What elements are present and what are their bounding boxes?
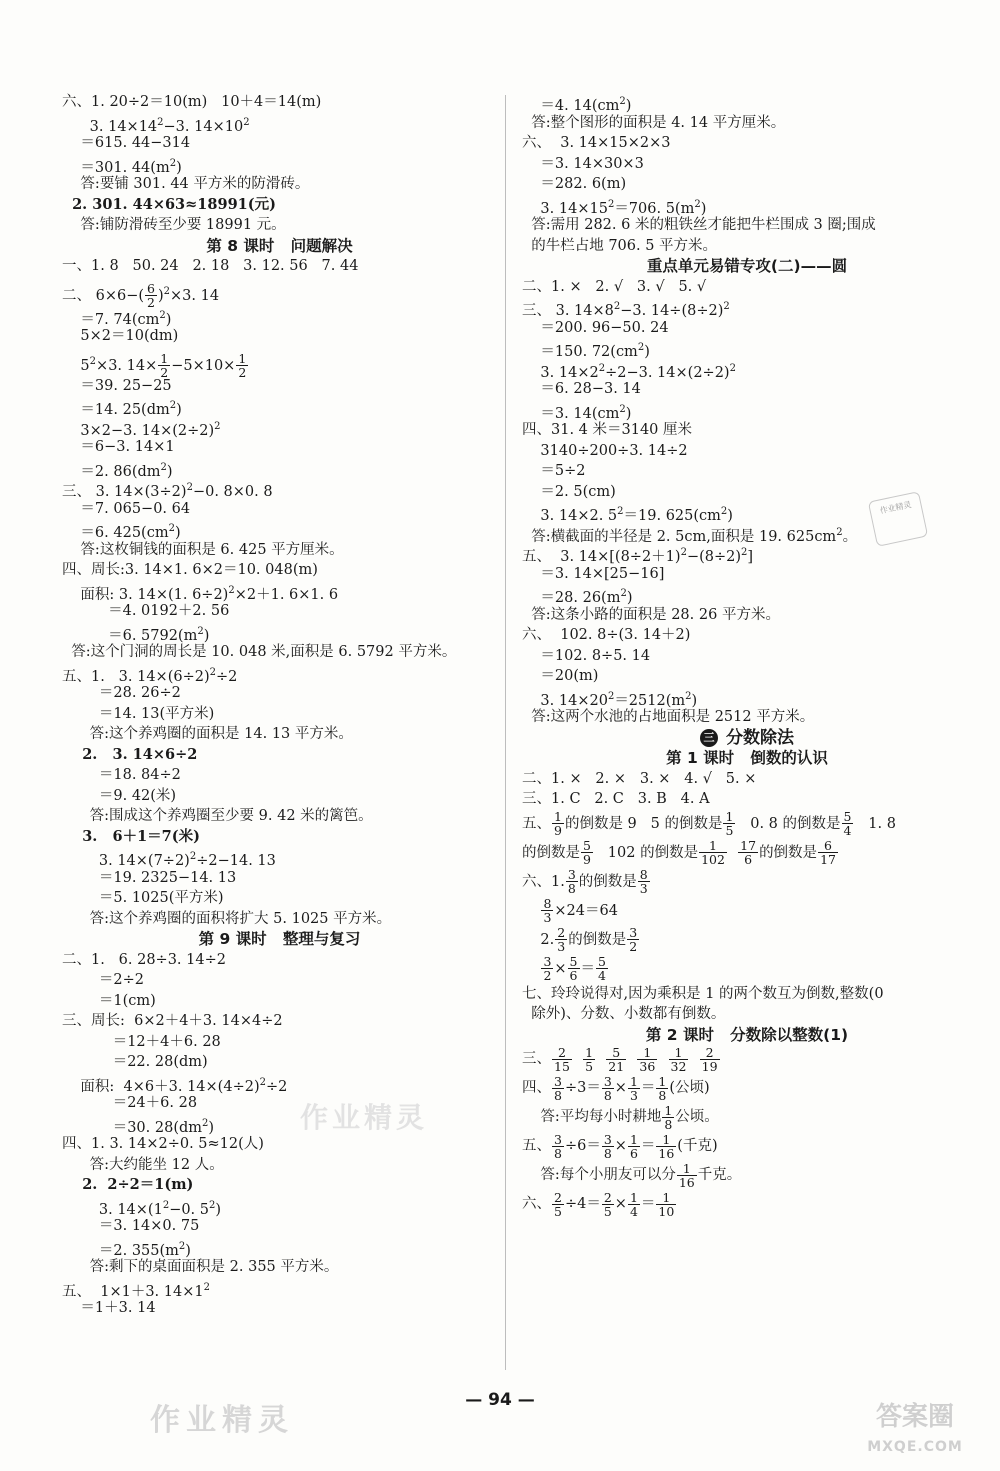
answer-line: 六、 102. 8÷(3. 14＋2) — [522, 627, 691, 643]
watermark-middle: 作业精灵 — [300, 1101, 429, 1134]
answer-line: 答:铺防滑砖至少要 18991 元。 — [62, 217, 286, 233]
answer-line: 四、周长:3. 14×1. 6×2＝10. 048(m) — [62, 562, 318, 578]
answer-line: 四、31. 4 米＝3140 厘米 — [522, 422, 693, 438]
fraction: $\frac{2}{5}$ — [603, 1189, 612, 1219]
answer-line: ＝14. 13(平方米) — [62, 705, 215, 722]
fraction: $\frac{1}{3}$ — [629, 1073, 638, 1103]
fraction: $\frac{1}{5}$ — [725, 809, 734, 838]
answer-line: 2. 3. 14×6÷2 — [62, 745, 198, 763]
answer-line: 面积: 4×6＋3. $14\times(4\div 2)^2\div 2$ — [62, 1076, 288, 1095]
answer-line: ＝5÷2 — [522, 463, 586, 479]
answer-line: 除外)、分数、小数都有倒数。 — [522, 1006, 726, 1022]
answer-line: 的牛栏占地 706. 5 平方米。 — [522, 237, 718, 254]
answer-line: 答:平均每小时耕地 $\frac{1}{8}$ 公顷。 — [522, 1102, 719, 1132]
answer-line: ＝19. 2325−14. 13 — [62, 869, 237, 886]
answer-line: 答:围成这个养鸡圈至少要 9. 42 米的篱笆。 — [62, 808, 373, 824]
answer-line: 3. $14\times 20^2=2512(m^2)$ — [522, 690, 698, 709]
answer-line: ＝2. $86(dm^2)$ — [62, 461, 173, 480]
answer-line: ＝3. $14(cm^2)$ — [522, 403, 632, 422]
answer-line: 五、 1×1＋3. $14\times 1^2$ — [62, 1281, 210, 1300]
fraction: $\frac{3}{8}$ — [554, 1131, 562, 1161]
answer-line: ＝5. 1025(平方米) — [62, 890, 224, 906]
answer-line: ＝4. $14(cm^2)$ — [522, 96, 632, 114]
watermark-logo: 答案圈 MXQE.COM — [867, 1402, 963, 1455]
answer-line: ＝2÷2 — [62, 972, 144, 988]
answer-line: 二、1. 6. 28÷3. 14÷2 — [62, 951, 226, 968]
answer-line: 五、 $\frac{3}{8}$ ÷6＝ $\frac{3}{8}$ × $\frac{1}{6}$ ＝ $\frac{1}{16}$ (千克) — [522, 1131, 718, 1161]
answer-line: ＝200. 96−50. 24 — [522, 319, 669, 336]
fraction: $\frac{2}{15}$ — [554, 1044, 570, 1074]
answer-line: 答:需用 282. 6 米的粗铁丝才能把牛栏围成 3 圈;围成 — [522, 217, 876, 233]
fraction: $\frac{2}{19}$ — [701, 1044, 718, 1074]
answer-line: ＝2. $355(m^2)$ — [62, 1240, 191, 1259]
answer-line: ＝3. 14×0. 75 — [62, 1218, 200, 1234]
answer-line: ＝1＋3. 14 — [62, 1300, 156, 1316]
section-heading: 第 8 课时 问题解决 — [206, 236, 353, 255]
answer-line: ＝102. 8÷5. 14 — [522, 647, 651, 664]
fraction: $\frac{1}{8}$ — [658, 1073, 667, 1103]
answer-line: 2. 2÷2＝1(m) — [62, 1176, 194, 1193]
section-heading: 第 1 课时 倒数的认识 — [666, 749, 828, 767]
answer-line: ＝7. 065−0. 64 — [62, 500, 191, 517]
fraction: $\frac{5}{6}$ — [569, 954, 578, 983]
fraction: $\frac{17}{6}$ — [740, 838, 757, 867]
answer-line: 二、1. × 2. √ 3. √ 5. √ — [522, 278, 707, 295]
answer-line: 三、1. C 2. C 3. B 4. A — [522, 791, 710, 807]
answer-line: 七、玲玲说得对,因为乘积是 1 的两个数互为倒数,整数(0 — [522, 985, 884, 1002]
answer-line: 答:要铺 301. 44 平方米的防滑砖。 — [62, 176, 310, 192]
fraction: $\frac{5}{4}$ — [598, 954, 606, 983]
answer-line: ＝7. $74(cm^2)$ — [62, 309, 172, 328]
answer-line: ＝301. $44(m^2)$ — [62, 157, 182, 176]
fraction: $\frac{1}{2}$ — [160, 351, 169, 380]
answer-line: 3140÷200÷3. 14÷2 — [522, 442, 688, 459]
answer-line: 答:剩下的桌面面积是 2. 355 平方米。 — [62, 1259, 339, 1275]
answer-line: 三、 3. $14\times(3\div 2)^2-0$. 8×0. 8 — [62, 482, 273, 500]
answer-line: ＝2. 5(cm) — [522, 483, 616, 500]
answer-line: 答:这个门洞的周长是 10. 048 米,面积是 6. 5792 平方米。 — [62, 644, 457, 660]
answer-line: ＝1(cm) — [62, 992, 156, 1009]
answer-line: 3. $14\times(7\div 2)^2\div 2-14$. 13 — [62, 851, 276, 869]
answer-line: 四、 $\frac{3}{8}$ ÷3＝ $\frac{3}{8}$ × $\frac{1}{3}$ ＝ $\frac{1}{8}$ (公顷) — [522, 1073, 710, 1103]
answer-line: ＝3. 14×[25−16] — [522, 565, 665, 582]
answer-line: ＝6. $5792(m^2)$ — [62, 625, 210, 644]
section-heading: 第 2 课时 分数除以整数(1) — [645, 1025, 849, 1044]
fraction: $\frac{3}{2}$ — [543, 954, 552, 983]
answer-line: 答:这个养鸡圈的面积将扩大 5. 1025 平方米。 — [62, 910, 392, 927]
answer-line: ＝4. 0192＋2. 56 — [62, 603, 230, 619]
answer-line: 六、 $\frac{2}{5}$ ÷4＝ $\frac{2}{5}$ × $\frac{1}{4}$ ＝ $\frac{1}{10}$ — [522, 1189, 675, 1219]
fraction: $\frac{6}{17}$ — [820, 838, 836, 867]
fraction: $\frac{5}{9}$ — [583, 838, 591, 867]
answer-line: 3. $14\times 14^2-3$. $14\times 10^2$ — [62, 116, 250, 135]
fraction: $\frac{6}{2}$ — [147, 281, 155, 310]
section-heading: 重点单元易错专攻(二)——圆 — [646, 257, 848, 275]
answer-line: ＝20(m) — [522, 668, 599, 684]
column-divider — [505, 95, 506, 1370]
answer-line: $\frac{8}{3}$ ×24＝64 — [543, 896, 618, 925]
answer-line: 三、周长: 6×2＋4＋3. 14×4÷2 — [62, 1013, 283, 1029]
answer-line: ＝24＋6. 28 — [62, 1095, 198, 1111]
answer-line: 3. $14\times(1^2-0$. $5^2$) — [62, 1199, 222, 1218]
answer-line: 2. $\frac{2}{3}$ 的倒数是 $\frac{3}{2}$ — [522, 925, 638, 954]
answer-line: 答:横截面的半径是 2. 5cm,面积是 19. $625cm^2$。 — [522, 526, 858, 545]
answer-line: ＝12＋4＋6. 28 — [62, 1033, 221, 1050]
fraction: $\frac{1}{10}$ — [658, 1189, 675, 1219]
answer-line: 3. $14\times 2^2\div 2-3$. $14\times(2\div 2)^2$ — [522, 362, 736, 381]
answer-line: 3. 14×2. $5^2=19$. $625(cm^2)$ — [522, 506, 733, 524]
answer-line: ＝3. 14×30×3 — [522, 155, 644, 172]
fraction: $\frac{5}{21}$ — [608, 1044, 625, 1074]
chapter-heading: 三 分数除法 — [522, 728, 972, 749]
answer-line: 答:这个养鸡圈的面积是 14. 13 平方米。 — [62, 726, 353, 742]
fraction: $\frac{8}{3}$ — [639, 867, 648, 896]
fraction: $\frac{1}{4}$ — [629, 1189, 638, 1219]
answer-line: 3. $14\times 15^2=706$. $5(m^2)$ — [522, 198, 707, 217]
answer-line: ＝22. 28(dm) — [62, 1054, 208, 1070]
answer-line: $5^2\times 3$. 14× $\frac{1}{2}$ −5×10× $\frac{1}{2}$ — [62, 351, 247, 380]
answer-line: ＝150. $72(cm^2)$ — [522, 342, 650, 360]
answer-line: ＝9. 42(米) — [62, 787, 177, 804]
answer-line: 五、 $\frac{1}{9}$ 的倒数是 9 5 的倒数是 $\frac{1}{5}$ 0. 8 的倒数是 $\frac{5}{4}$ 1. 8 — [522, 809, 896, 838]
fraction: $\frac{3}{8}$ — [567, 867, 576, 896]
answer-line: ＝28. $26(m^2)$ — [522, 588, 633, 606]
answer-line: 六、1. $\frac{3}{8}$ 的倒数是 $\frac{8}{3}$ — [522, 867, 648, 896]
fraction: $\frac{5}{4}$ — [843, 809, 852, 838]
answer-line: 答:这两个水池的占地面积是 2512 平方米。 — [522, 709, 815, 725]
answer-line: $\frac{3}{2}$ × $\frac{5}{6}$ ＝ $\frac{5}{4}$ — [543, 954, 606, 983]
answer-line: ＝6−3. 14×1 — [62, 439, 175, 455]
answer-line: 的倒数是 $\frac{5}{9}$ 102 的倒数是 $\frac{1}{102}$ $\frac{17}{6}$ 的倒数是 $\frac{6}{17}$ — [522, 838, 836, 867]
fraction: $\frac{3}{8}$ — [554, 1073, 562, 1103]
answer-line: ＝39. 25−25 — [62, 377, 172, 394]
answer-line: 2. 301. 44×63≈18991(元) — [62, 195, 276, 213]
fraction: $\frac{3}{8}$ — [603, 1131, 612, 1161]
answer-line: 四、1. 3. 14×2÷0. 5≈12(人) — [62, 1136, 264, 1152]
answer-line: 3. 6＋1＝7(米) — [62, 827, 200, 845]
fraction: $\frac{2}{3}$ — [557, 925, 566, 954]
answer-line: 3×2−3. $14\times(2\div 2)^2$ — [62, 420, 221, 439]
answer-line: ＝28. 26÷2 — [62, 685, 181, 701]
left-column — [62, 92, 497, 1319]
answer-line: 答:这条小路的面积是 28. 26 平方米。 — [522, 606, 780, 623]
chapter-number-badge: 三 — [700, 729, 718, 747]
answer-line: ＝6. 28−3. 14 — [522, 381, 641, 397]
answer-line: 答:这枚铜钱的面积是 6. 425 平方厘米。 — [62, 541, 344, 558]
answer-line: 答:大约能坐 12 人。 — [62, 1156, 224, 1173]
answer-line: 答:整个图形的面积是 4. 14 平方厘米。 — [522, 114, 786, 131]
fraction: $\frac{1}{16}$ — [658, 1131, 675, 1161]
answer-line: 六、1. 20÷2＝10(m) 10＋4＝14(m) — [62, 94, 322, 110]
answer-line: 答:每个小朋友可以分 $\frac{1}{16}$ 千克。 — [522, 1160, 742, 1190]
answer-line: 三、 $\frac{2}{15}$ $\frac{1}{5}$ $\frac{5}{21}$ $\frac{1}{36}$ $\frac{1}{32}$ $\frac{2}{19}$ — [522, 1044, 718, 1074]
answer-line: ＝14. $25(dm^2)$ — [62, 400, 182, 418]
answer-line: ＝18. 84÷2 — [62, 767, 181, 783]
fraction: $\frac{1}{16}$ — [678, 1160, 695, 1190]
answer-line: 面积: 3. 14×(1. 6÷2)$^2$×2＋1. 6×1. 6 — [62, 584, 339, 603]
fraction: $\frac{1}{2}$ — [238, 351, 247, 380]
fraction: $\frac{1}{9}$ — [554, 809, 562, 838]
answer-line: 一、1. 8 50. 24 2. 18 3. 12. 56 7. 44 — [62, 258, 359, 274]
fraction: $\frac{1}{5}$ — [585, 1044, 594, 1074]
section-heading: 第 9 课时 整理与复习 — [198, 930, 361, 948]
page-number: — 94 — — [465, 1390, 535, 1410]
answer-line: 三、 3. $14\times 8^2-3$. $14\div(8\div 2)^2$ — [522, 301, 730, 319]
answer-line: ＝615. 44−314 — [62, 135, 191, 151]
answer-line: ＝6. $425(cm^2)$ — [62, 523, 181, 541]
stamp-mark: 作业精灵 — [868, 491, 928, 547]
answer-line: 二、 6×6−( $\frac{6}{2}$ )$^2$×3. 14 — [62, 281, 220, 310]
watermark-bottom-left: 作业精灵 — [150, 1403, 294, 1438]
answer-line: ＝30. $28(dm^2)$ — [62, 1117, 215, 1136]
right-column — [522, 92, 972, 1219]
fraction: $\frac{8}{3}$ — [543, 896, 552, 925]
fraction: $\frac{1}{102}$ — [701, 838, 725, 867]
fraction: $\frac{1}{36}$ — [639, 1044, 656, 1074]
answer-line: 二、1. × 2. × 3. × 4. √ 5. × — [522, 770, 757, 787]
answer-line: 5×2＝10(dm) — [62, 328, 179, 344]
answer-line: 六、 3. 14×15×2×3 — [522, 135, 671, 151]
fraction: $\frac{3}{2}$ — [629, 925, 638, 954]
fraction: $\frac{2}{5}$ — [554, 1189, 562, 1219]
fraction: $\frac{3}{8}$ — [603, 1073, 612, 1103]
fraction: $\frac{1}{8}$ — [664, 1102, 673, 1132]
answer-line: 五、1. 3. $14\times(6\div 2)^2\div 2$ — [62, 666, 238, 685]
answer-line: 五、 3. $14\times[(8\div 2+1)^2-(8\div 2)^2]$ — [522, 547, 754, 565]
fraction: $\frac{1}{32}$ — [670, 1044, 687, 1074]
fraction: $\frac{1}{6}$ — [629, 1131, 638, 1161]
answer-line: ＝282. 6(m) — [522, 176, 627, 192]
